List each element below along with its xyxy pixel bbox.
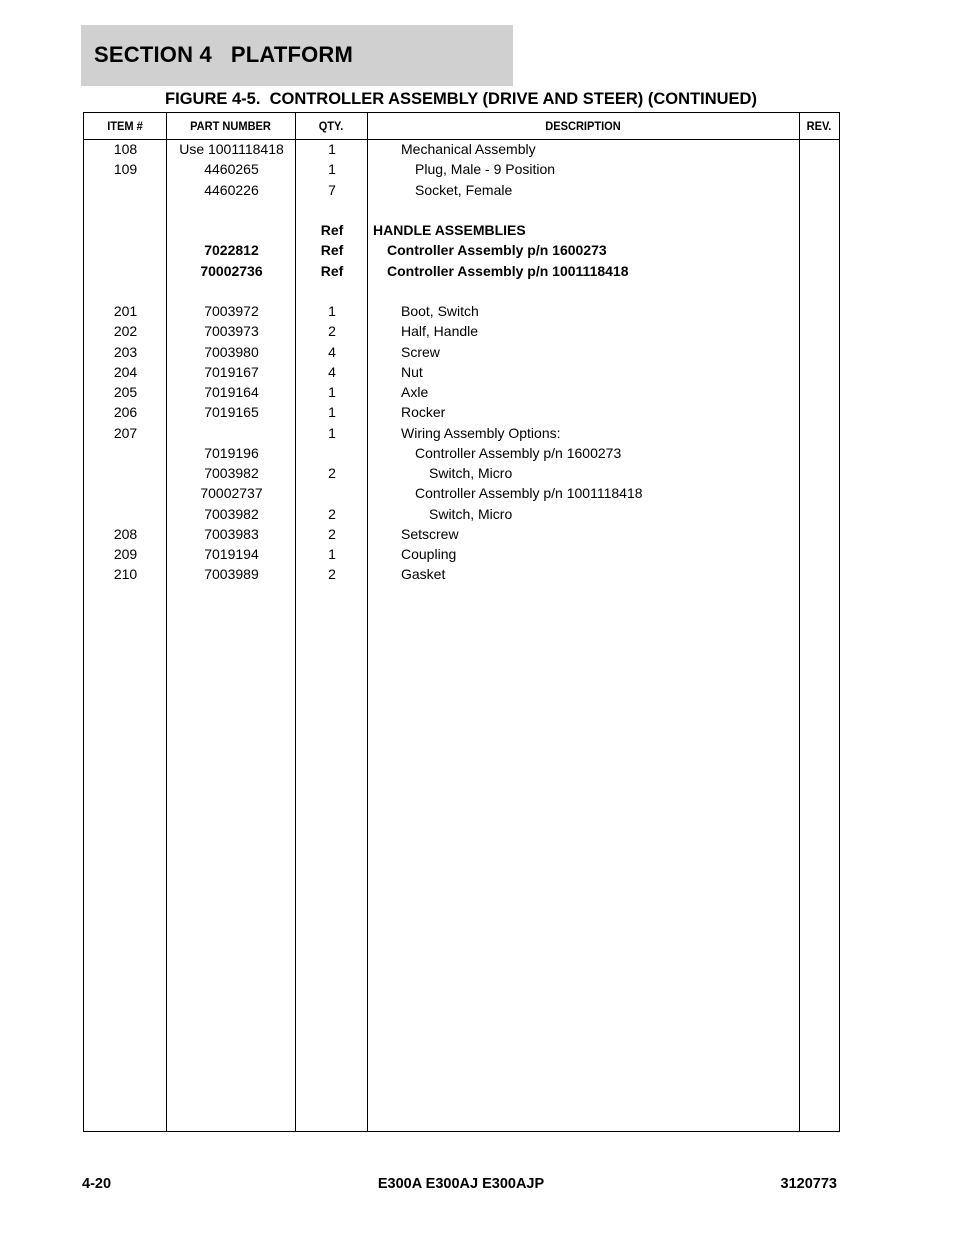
qty-cell: Ref — [320, 222, 344, 238]
description-cell: Coupling — [401, 546, 457, 562]
table-row — [84, 443, 839, 463]
description-cell: Controller Assembly p/n 1600273 — [415, 444, 622, 461]
part-number-cell: Use 1001118418 — [179, 141, 284, 157]
table-row — [84, 281, 839, 301]
item-cell: 210 — [113, 566, 138, 583]
item-cell: 209 — [113, 546, 138, 562]
description-cell: Controller Assembly p/n 1001118418 — [387, 262, 629, 279]
qty-cell: 2 — [328, 566, 336, 583]
table-row — [84, 402, 839, 422]
table-row — [84, 483, 839, 503]
qty-cell: 1 — [328, 141, 336, 157]
item-cell: 205 — [113, 384, 138, 400]
table-row — [84, 301, 839, 321]
header-rev: REV. — [806, 119, 832, 133]
description-cell: Controller Assembly p/n 1001118418 — [415, 485, 643, 502]
table-row — [84, 342, 839, 362]
table-row — [84, 504, 839, 524]
part-number-cell: 7022812 — [204, 242, 259, 259]
qty-cell: 4 — [328, 343, 336, 360]
table-row — [84, 139, 839, 159]
section-banner — [81, 25, 513, 86]
table-row — [84, 423, 839, 443]
qty-cell: Ref — [320, 262, 344, 279]
part-number-cell: 7019196 — [204, 444, 259, 461]
description-cell: HANDLE ASSEMBLIES — [373, 222, 526, 238]
qty-cell: 1 — [328, 384, 336, 400]
section-title: SECTION 4 PLATFORM — [94, 42, 354, 67]
part-number-cell: 7019194 — [204, 546, 259, 562]
header-item: ITEM # — [107, 119, 143, 133]
table-row — [84, 524, 839, 544]
header-qty: QTY. — [318, 119, 344, 133]
table-row — [84, 261, 839, 281]
item-cell: 202 — [113, 323, 138, 340]
qty-cell: 2 — [328, 525, 336, 542]
table-row — [84, 159, 839, 179]
table-row — [84, 200, 839, 220]
table-row — [84, 220, 839, 240]
description-cell: Boot, Switch — [401, 303, 479, 319]
item-cell: 204 — [113, 363, 138, 380]
parts-table — [83, 112, 840, 1132]
description-cell: Socket, Female — [415, 181, 513, 198]
qty-cell: 1 — [328, 424, 336, 441]
document-number: 3120773 — [780, 1176, 837, 1192]
qty-cell: 7 — [328, 181, 336, 198]
item-cell: 108 — [113, 141, 138, 157]
qty-cell: 4 — [328, 363, 336, 380]
table-row — [84, 362, 839, 382]
table-row — [84, 321, 839, 341]
qty-cell: 1 — [328, 404, 336, 421]
part-number-cell: 4460226 — [204, 181, 259, 198]
description-cell: Axle — [401, 384, 429, 400]
part-number-cell: 70002736 — [200, 262, 263, 279]
part-number-cell: 7019167 — [204, 363, 259, 380]
header-part-number: PART NUMBER — [190, 119, 271, 133]
part-number-cell: 7003983 — [204, 525, 259, 542]
part-number-cell: 7003980 — [204, 343, 259, 360]
table-row — [84, 382, 839, 402]
item-cell: 201 — [113, 303, 138, 319]
page-number: 4-20 — [82, 1176, 112, 1192]
description-cell: Controller Assembly p/n 1600273 — [387, 242, 607, 259]
part-number-cell: 7003972 — [204, 303, 259, 319]
part-number-cell: 7003982 — [204, 465, 259, 481]
description-cell: Mechanical Assembly — [401, 141, 536, 157]
table-body — [84, 139, 839, 585]
description-cell: Switch, Micro — [429, 465, 513, 481]
item-cell: 109 — [113, 161, 138, 178]
description-cell: Setscrew — [401, 525, 459, 542]
part-number-cell: 7003989 — [204, 566, 259, 583]
description-cell: Screw — [401, 343, 440, 360]
part-number-cell: 4460265 — [204, 161, 259, 178]
qty-cell: 2 — [328, 323, 336, 340]
model-list: E300A E300AJ E300AJP — [377, 1176, 545, 1192]
table-row — [84, 564, 839, 584]
description-cell: Switch, Micro — [429, 505, 513, 522]
item-cell: 206 — [113, 404, 138, 421]
qty-cell: Ref — [320, 242, 344, 259]
description-cell: Rocker — [401, 404, 446, 421]
qty-cell: 2 — [328, 505, 336, 522]
part-number-cell: 7003982 — [204, 505, 259, 522]
item-cell: 208 — [113, 525, 138, 542]
figure-title: FIGURE 4-5. CONTROLLER ASSEMBLY (DRIVE AND STEER) (CONTINUED) — [165, 90, 757, 108]
part-number-cell: 7003973 — [204, 323, 259, 340]
table-row — [84, 544, 839, 564]
part-number-cell: 7019164 — [204, 384, 259, 400]
item-cell: 207 — [113, 424, 138, 441]
table-row — [84, 180, 839, 200]
header-description: DESCRIPTION — [545, 119, 621, 133]
qty-cell: 1 — [328, 303, 336, 319]
qty-cell: 1 — [328, 546, 336, 562]
qty-cell: 1 — [328, 161, 336, 178]
description-cell: Half, Handle — [401, 323, 479, 340]
qty-cell: 2 — [328, 465, 336, 481]
part-number-cell: 70002737 — [200, 485, 263, 502]
table-row — [84, 463, 839, 483]
part-number-cell: 7019165 — [204, 404, 259, 421]
description-cell: Plug, Male - 9 Position — [415, 161, 556, 178]
description-cell: Gasket — [401, 566, 446, 583]
item-cell: 203 — [113, 343, 138, 360]
table-row — [84, 240, 839, 260]
description-cell: Wiring Assembly Options: — [401, 424, 561, 441]
description-cell: Nut — [401, 363, 423, 380]
